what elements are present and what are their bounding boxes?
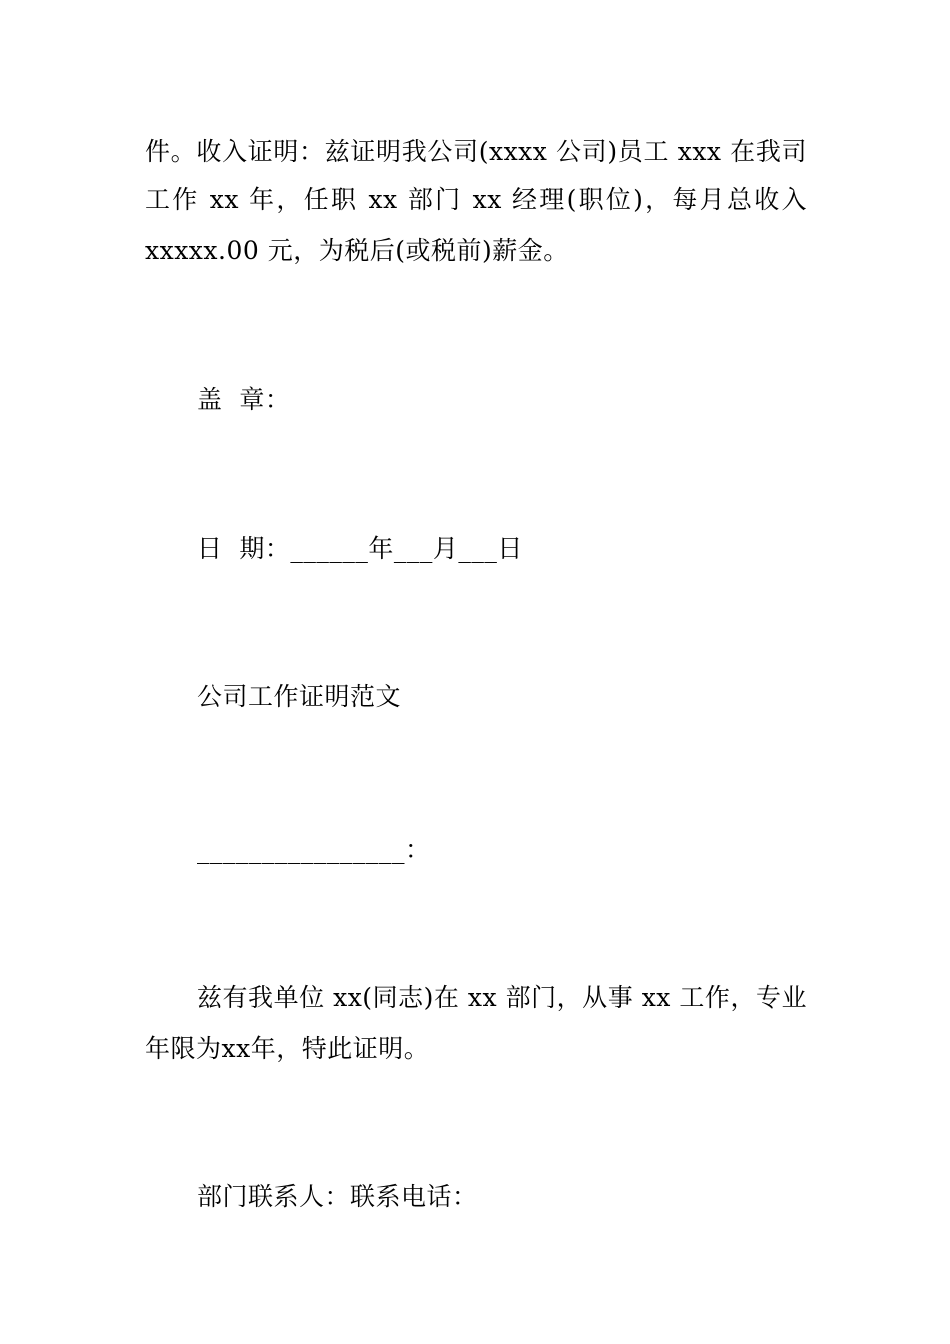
income-proof-line-3: xxxxx.00 元，为税后(或税前)薪金。 [145,236,569,265]
income-proof-line-1: 件。收入证明：兹证明我公司(xxxx 公司)员工 xxx 在我司 [145,137,807,166]
certification-line-2: 年限为xx年，特此证明。 [145,1034,430,1063]
stamp-label: 盖 章： [197,385,291,414]
contact-line: 部门联系人：联系电话： [197,1182,478,1211]
certification-line-1: 兹有我单位 xx(同志)在 xx 部门，从事 xx 工作，专业 [197,983,807,1012]
addressee-line: ________________： [197,835,431,864]
income-proof-line-2: 工作 xx 年，任职 xx 部门 xx 经理(职位)，每月总收入 [145,185,807,214]
document-title: 公司工作证明范文 [197,682,402,711]
date-line: 日 期：______年___月___日 [197,534,523,563]
